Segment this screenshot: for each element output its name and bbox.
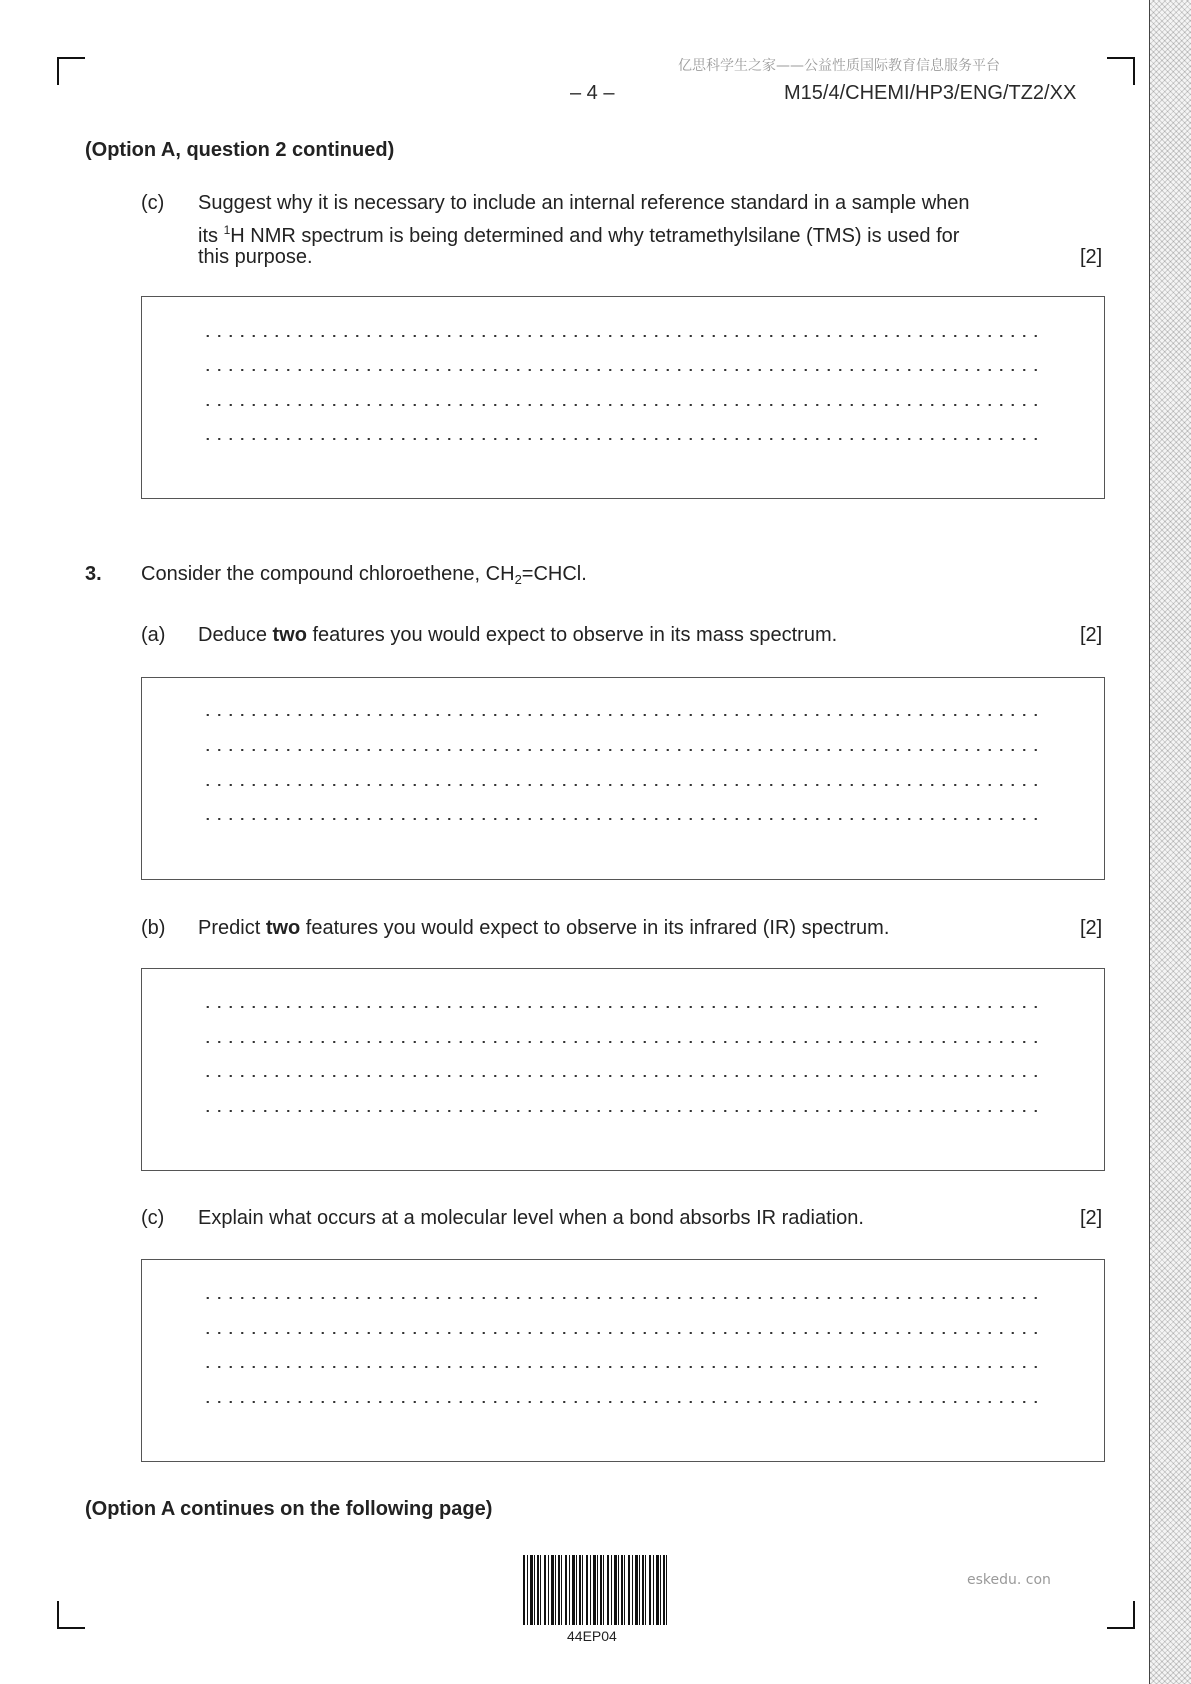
answer-line [202,1297,1042,1299]
q3b-text: Predict two features you would expect to observe in its infrared (IR) spectrum. [198,917,890,939]
crop-mark-bottom-right [1107,1601,1135,1629]
subscript-2: 2 [514,572,522,587]
answer-line [202,404,1042,406]
answer-line [202,1041,1042,1043]
q3-stem: Consider the compound chloroethene, $CH_2=CHCl$. [141,563,587,587]
q3b-answer-box[interactable] [141,968,1105,1171]
q3c-label: (c) [141,1207,165,1229]
answer-line [202,1366,1042,1368]
answer-line [202,438,1042,440]
q3a-marks: [2] [1080,624,1103,646]
q3a-text: Deduce two features you would expect to observe in its mass spectrum. [198,624,838,646]
section-heading: (Option A, question 2 continued) [85,139,395,161]
page-number: – 4 – [570,82,615,104]
q2c-marks: [2] [1080,246,1103,268]
q3c-answer-box[interactable] [141,1259,1105,1462]
answer-line [202,1110,1042,1112]
q3c-text: Explain what occurs at a molecular level when a bond absorbs IR radiation. [198,1207,864,1229]
answer-line [202,335,1042,337]
q2c-text-line-3: this purpose. [198,246,313,268]
answer-line [202,1006,1042,1008]
barcode-label: 44EP04 [567,1628,617,1644]
answer-line [202,714,1042,716]
answer-line [202,749,1042,751]
site-watermark: eskedu. con [967,1572,1051,1588]
q3-number: 3. [85,563,102,585]
crop-mark-bottom-left [57,1601,85,1629]
q3b-marks: [2] [1080,917,1103,939]
q3c-marks: [2] [1080,1207,1103,1229]
barcode [523,1555,668,1625]
paper-code: M15/4/CHEMI/HP3/ENG/TZ2/XX [784,82,1077,104]
answer-line [202,1332,1042,1334]
answer-line [202,784,1042,786]
superscript-1: 1 [223,223,231,237]
crop-mark-top-right [1107,57,1135,85]
continues-note: (Option A continues on the following page) [85,1498,493,1520]
answer-line [202,1075,1042,1077]
answer-line [202,369,1042,371]
q3a-label: (a) [141,624,166,646]
answer-line [202,1401,1042,1403]
q3a-answer-box[interactable] [141,677,1105,880]
q2c-text-line-2: its $^1$H NMR spectrum is being determined and why tetramethylsilane (TMS) is used for [198,223,960,247]
margin-hatch-strip [1150,0,1191,1684]
answer-line [202,818,1042,820]
crop-mark-top-left [57,57,85,85]
q2c-answer-box[interactable] [141,296,1105,499]
q3b-label: (b) [141,917,166,939]
header-watermark: 亿思科学生之家——公益性质国际教育信息服务平台 [678,58,1000,74]
q2c-text-line-1: Suggest why it is necessary to include an internal reference standard in a sample when [198,192,970,214]
q2c-label: (c) [141,192,165,214]
